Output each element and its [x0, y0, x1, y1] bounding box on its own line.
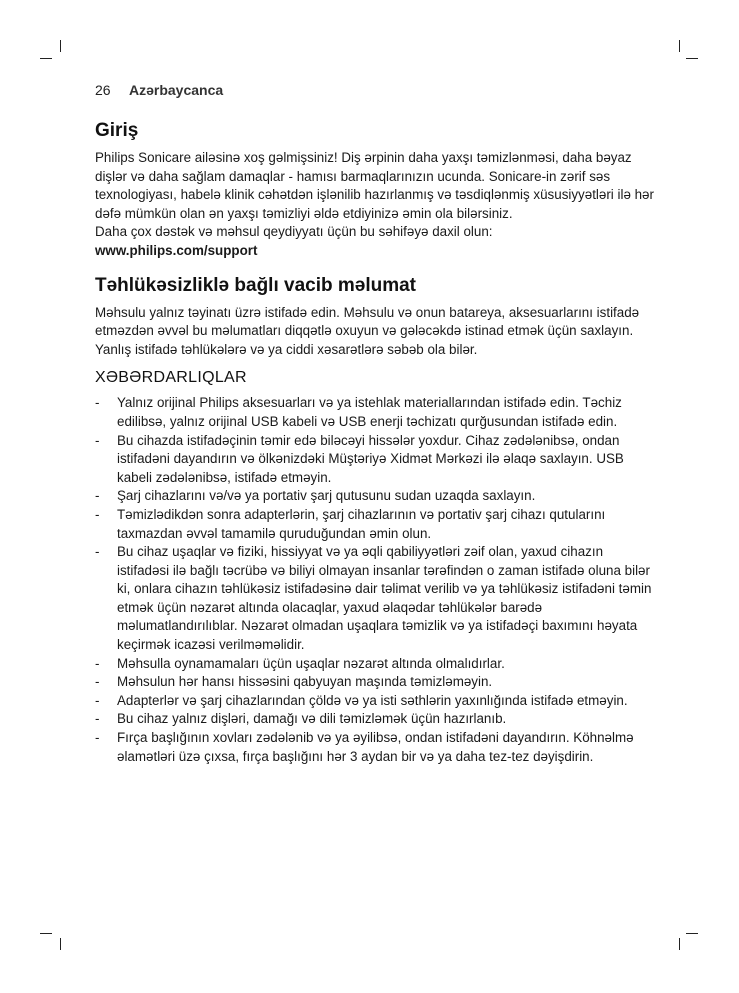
- crop-mark: [60, 938, 61, 950]
- warnings-list: [95, 394, 655, 766]
- warning-item: - Məhsulun hər hansı hissəsini qabyuyan maşında təmizləməyin.: [95, 673, 655, 692]
- page-number: 26: [95, 82, 111, 98]
- warning-item: - Yalnız orijinal Philips aksesuarları və ya istehlak materiallarından istifadə edin. Təchiz edilibsə, yalnız orijinal USB kabeli və USB enerji təchizatı qurğusundan istifadə edin.: [95, 394, 655, 431]
- intro-section: [95, 118, 655, 261]
- warnings-section: [95, 367, 655, 766]
- crop-mark: [686, 933, 698, 934]
- crop-mark: [679, 40, 680, 52]
- crop-mark: [40, 58, 52, 59]
- support-paragraph: Daha çox dəstək və məhsul qeydiyyatı üçün bu səhifəyə daxil olun:: [95, 224, 493, 240]
- language-label: Azərbaycanca: [129, 82, 224, 98]
- crop-mark: [679, 938, 680, 950]
- warning-item: - Fırça başlığının xovları zədələnib və ya əyilibsə, ondan istifadəni dayandırın. Köhnəlmə əlamətləri üzə çıxsa, fırça başlığını hər 3 aydan bir və ya daha tez-tez dəyişdirin.: [95, 729, 655, 766]
- support-url-link[interactable]: www.philips.com/support: [95, 242, 258, 258]
- warning-item: - Bu cihazda istifadəçinin təmir edə biləcəyi hissələr yoxdur. Cihaz zədələnibsə, ondan istifadəni dayandırın və ölkənizdəki Müştəriyə Xidmət Mərkəzi ilə əlaqə saxlayın. USB kabeli zədələnibsə, istifadə etməyin.: [95, 432, 655, 488]
- warning-item: - Adapterlər və şarj cihazlarından çöldə və ya isti səthlərin yaxınlığında istifadə etməyin.: [95, 692, 655, 711]
- intro-title: Giriş: [95, 120, 139, 141]
- intro-paragraph: Philips Sonicare ailəsinə xoş gəlmişsiniz! Diş ərpinin daha yaxşı təmizlənməsi, daha bəyaz dişlər və daha sağlam damaqlar - hamısı barmaqlarınızın ucunda. Sonicare-in zərif səs texnologiyası, habelə klinik cəhətdən işlənilib hazırlanmış və təsdiqlənmiş xüsusiyyətləri ilə hər dəfə mümkün olan ən yaxşı təmizliyi əldə etdiyinizə əmin ola bilərsiniz.: [95, 150, 654, 221]
- crop-mark: [40, 933, 52, 934]
- page-header: [95, 82, 223, 98]
- warning-item: - Bu cihaz uşaqlar və fiziki, hissiyyat və ya əqli qabiliyyətləri zəif olan, yaxud cihazın istifadəsi ilə bağlı təcrübə və biliyi olmayan insanlar tərəfindən o zaman istifadə oluna bilər ki, onlara cihazın təhlükəsiz istifadəsinə dair təlimat verilib və ya təhlükəsiz istifadəni təmin etmək üçün nəzarət altında olacaqlar, yaxud əlaqədar təhlükələr barədə məlumatlandırılıblar. Nəzarət olmadan uşaqlara təmizlik və ya istifadəçi baxımını həyata keçirmək icazəsi verilməməlidir.: [95, 543, 655, 655]
- warning-item: - Şarj cihazlarını və/və ya portativ şarj qutusunu sudan uzaqda saxlayın.: [95, 487, 655, 506]
- safety-section: [95, 273, 655, 360]
- document-body: [95, 118, 655, 766]
- crop-mark: [686, 58, 698, 59]
- safety-paragraph: Məhsulu yalnız təyinatı üzrə istifadə edin. Məhsulu və onun batareya, aksesuarlarını istifadə etməzdən əvvəl bu məlumatları diqqətlə oxuyun və gələcəkdə istinad etmək üçün saxlayın. Yanlış istifadə təhlükələrə və ya ciddi xəsarətlərə səbəb ola bilər.: [95, 304, 640, 357]
- warning-item: - Təmizlədikdən sonra adapterlərin, şarj cihazlarının və portativ şarj cihazı qutularını taxmazdan əvvəl tamamilə quruduğundan əmin olun.: [95, 506, 655, 543]
- warning-item: - Bu cihaz yalnız dişləri, damağı və dili təmizləmək üçün hazırlanıb.: [95, 710, 655, 729]
- safety-title: Təhlükəsizliklə bağlı vacib məlumat: [95, 274, 417, 296]
- warnings-title: XƏBƏRDARLIQLAR: [95, 369, 247, 387]
- warning-item: - Məhsulla oynamamaları üçün uşaqlar nəzarət altında olmalıdırlar.: [95, 655, 655, 674]
- crop-mark: [60, 40, 61, 52]
